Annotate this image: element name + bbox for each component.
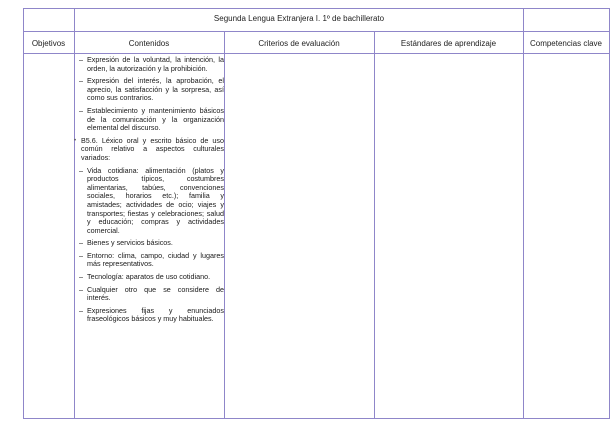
list-item: – Establecimiento y mantenimiento básicos de la comunicación y la organización elemental del discurso. xyxy=(78,107,224,133)
list-item: – Cualquier otro que se considere de interés. xyxy=(78,286,224,303)
column-header-criterios: Criterios de evaluación xyxy=(258,38,340,48)
list-item: – Expresión de la voluntad, la intención, la orden, la autorización y la prohibición. xyxy=(78,56,224,73)
col-divider-2 xyxy=(224,31,225,419)
table-title: Segunda Lengua Extranjera I. 1º de bachillerato xyxy=(213,13,385,23)
table-border-left xyxy=(23,8,24,419)
col-divider-3 xyxy=(374,31,375,419)
content-block-b5-6 xyxy=(74,137,224,163)
list-item: – Vida cotidiana: alimentación (platos y productos típicos, costumbres alimentarias, tabúes, convenciones sociales, horarios etc.); familia y amistades; actividades de ocio; viajes y transportes; fiestas y celebraciones; salud y educación; compras y actividades comercial. xyxy=(78,167,224,236)
list-item: – Entorno: clima, campo, ciudad y lugares más representativos. xyxy=(78,252,224,269)
column-header-contenidos: Contenidos xyxy=(128,38,170,48)
column-header-competencias: Competencias clave xyxy=(529,38,603,48)
header-row-divider xyxy=(23,53,610,54)
list-item: – Expresión del interés, la aprobación, el aprecio, la satisfacción y la sorpresa, así como sus contrarios. xyxy=(78,77,224,103)
col-divider-1 xyxy=(74,8,75,419)
list-item: – Expresiones fijas y enunciados fraseológicos básicos y muy habituales. xyxy=(78,307,224,324)
title-row-divider xyxy=(23,31,610,32)
table-border-right xyxy=(609,8,610,419)
col-divider-4 xyxy=(523,8,524,419)
bullet-marker: • xyxy=(74,137,77,144)
column-header-estandares: Estándares de aprendizaje xyxy=(400,38,497,48)
block-subitems xyxy=(78,167,224,325)
list-item: – Tecnología: aparatos de uso cotidiano. xyxy=(78,273,224,282)
list-item: – Bienes y servicios básicos. xyxy=(78,239,224,248)
table-border-bottom xyxy=(23,418,610,419)
column-header-objetivos: Objetivos xyxy=(31,38,66,48)
block-heading: B5.6. Léxico oral y escrito básico de uso común relativo a aspectos culturales variados: xyxy=(81,135,224,162)
contenidos-cell xyxy=(74,55,224,328)
